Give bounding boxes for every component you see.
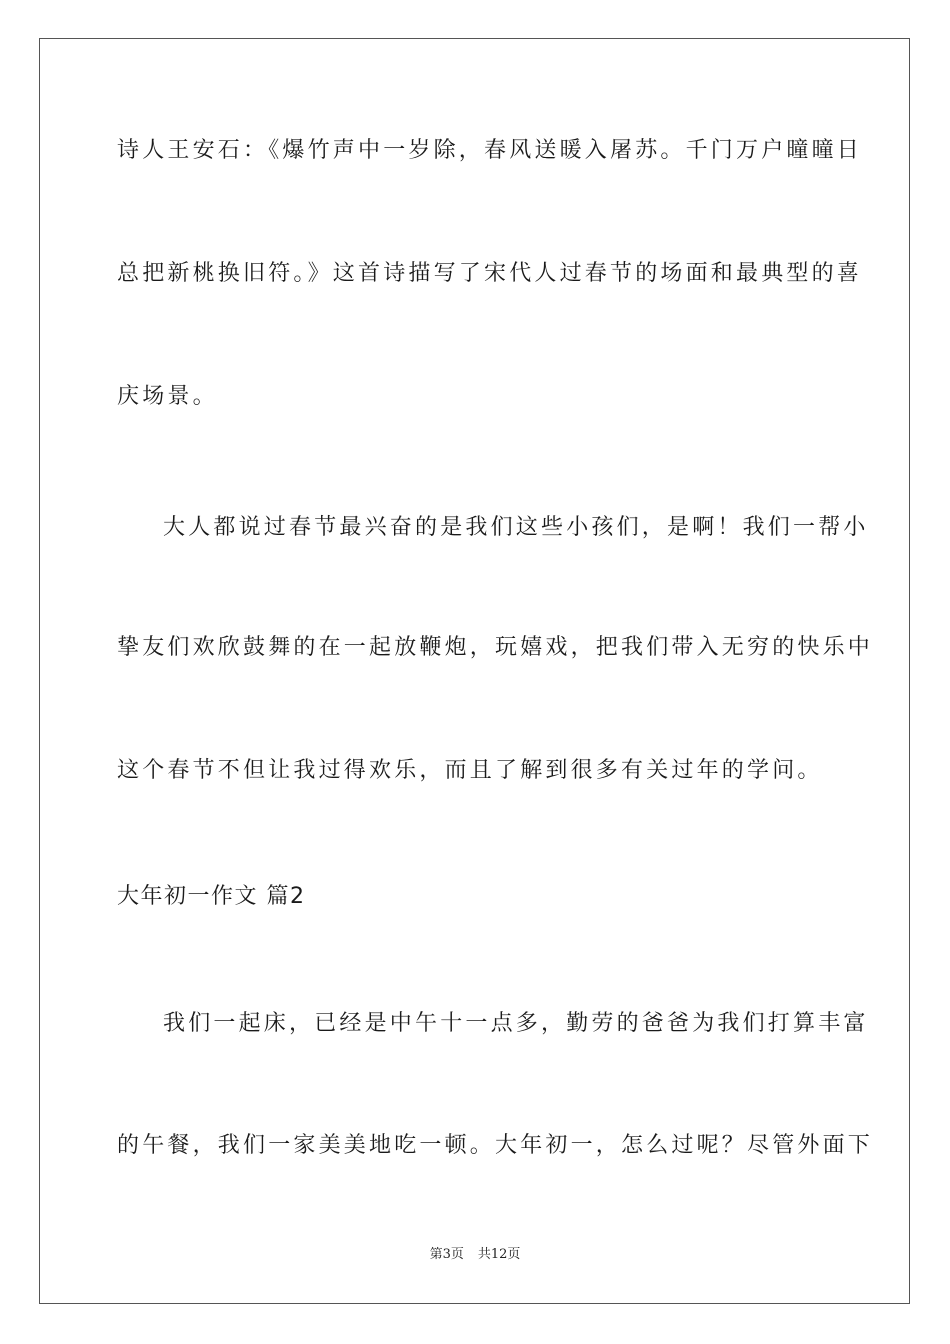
section-heading: 大年初一作文 篇2 [117,884,306,909]
page-footer [0,1246,950,1264]
paragraph-2-line-2: 挚友们欢欣鼓舞的在一起放鞭炮，玩嬉戏，把我们带入无穷的快乐中 [117,635,874,660]
paragraph-2-line-3: 这个春节不但让我过得欢乐，而且了解到很多有关过年的学问。 [117,758,823,783]
paragraph-2-line-1: 大人都说过春节最兴奋的是我们这些小孩们，是啊！我们一帮小 [163,515,869,540]
paragraph-1-line-1: 诗人王安石：《爆竹声中一岁除，春风送暖入屠苏。千门万户曈曈日 [117,138,863,163]
paragraph-1-line-2: 总把新桃换旧符。》这首诗描写了宋代人过春节的场面和最典型的喜 [117,261,863,286]
page-number: 第3页 [429,1247,464,1262]
paragraph-3-line-2: 的午餐，我们一家美美地吃一顿。大年初一，怎么过呢？尽管外面下 [117,1133,874,1158]
page-border [39,38,910,1304]
page-total: 共12页 [477,1247,521,1262]
paragraph-3-line-1: 我们一起床，已经是中午十一点多，勤劳的爸爸为我们打算丰富 [163,1011,869,1036]
paragraph-1-line-3: 庆场景。 [117,384,218,409]
